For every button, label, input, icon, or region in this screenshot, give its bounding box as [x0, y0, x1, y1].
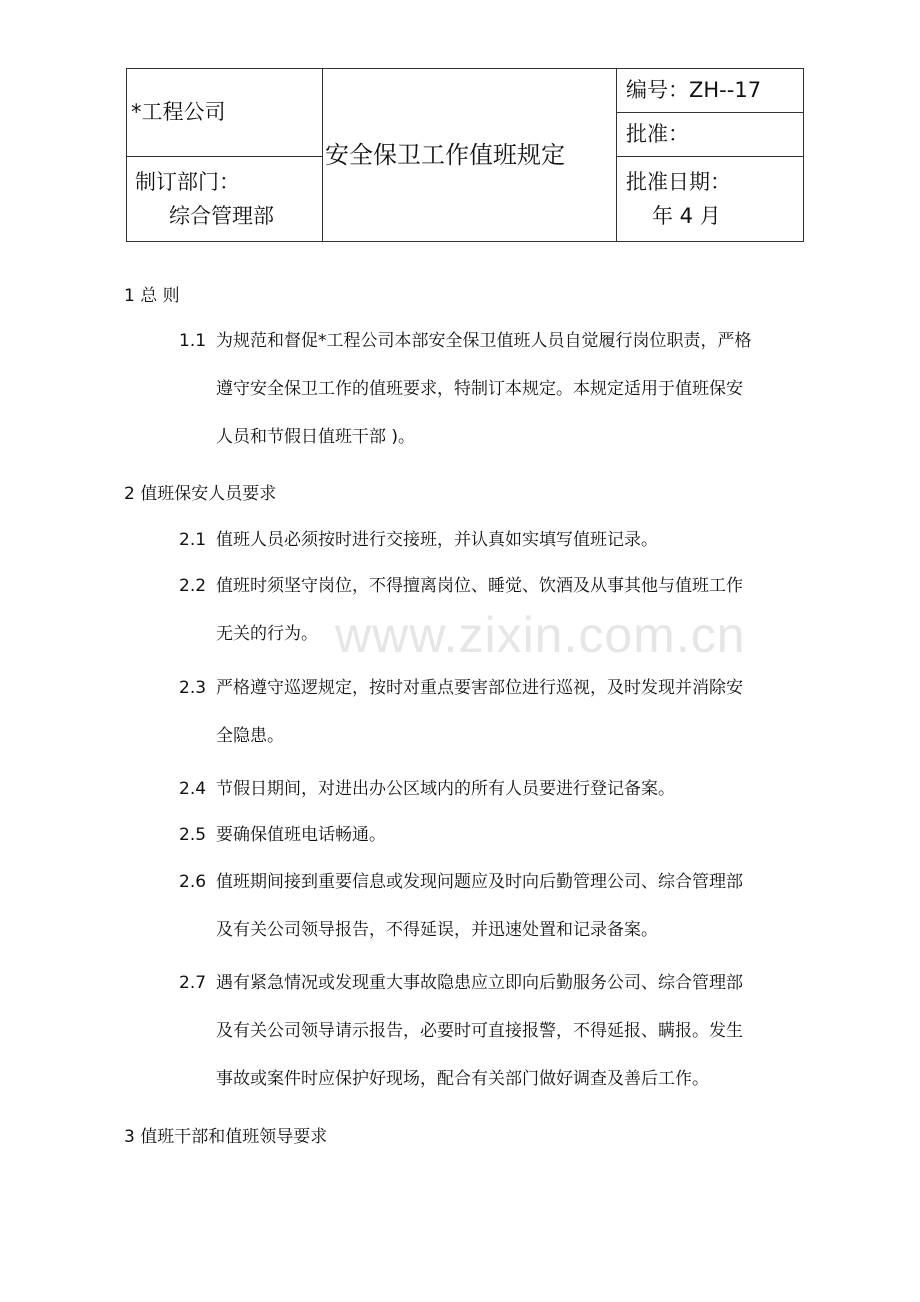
clause-number: 2.6: [179, 872, 207, 892]
clause-2-3: [179, 676, 804, 760]
clause-number: 2.5: [179, 825, 207, 845]
clause-line: 值班人员必须按时进行交接班，并认真如实填写值班记录。: [216, 530, 658, 550]
clause-text: [216, 959, 804, 1103]
clause-line: 事故或案件时应保护好现场，配合有关部门做好调查及善后工作。: [216, 1069, 709, 1089]
clause-number: 2.2: [179, 576, 207, 596]
clause-number: 1.1: [179, 331, 207, 351]
clause-line: 为规范和督促*工程公司本部安全保卫值班人员自觉履行岗位职责，严格: [216, 331, 752, 351]
clause-2-6: [179, 870, 804, 954]
clause-2-1: [179, 528, 804, 552]
clause-text: [216, 664, 804, 760]
clause-line: 遇有紧急情况或发现重大事故隐患应立即向后勤服务公司、综合管理部: [216, 973, 743, 993]
section-heading: 2 值班保安人员要求: [124, 484, 277, 504]
company-name: *工程公司: [127, 69, 323, 157]
clause-2-5: [179, 823, 804, 847]
document-title: 安全保卫工作值班规定: [323, 69, 617, 242]
section-heading: 3 值班干部和值班领导要求: [124, 1127, 328, 1147]
approve-date-value: 年 4 月: [652, 204, 721, 228]
clause-number: 2.7: [179, 973, 207, 993]
clause-2-4: [179, 777, 804, 801]
clause-number: 2.4: [179, 779, 207, 799]
clause-number: 2.3: [179, 678, 207, 698]
approve-date-cell: [617, 157, 804, 242]
document-number: 编号：ZH--17: [617, 69, 804, 113]
clause-2-2: [179, 574, 804, 658]
department-name: 综合管理部: [169, 204, 274, 228]
clause-line: 人员和节假日值班干部 )。: [216, 427, 416, 447]
department-cell: [127, 157, 323, 242]
clause-text: [216, 858, 804, 954]
clause-text: [216, 562, 804, 658]
approve-date-label: 批准日期：: [626, 169, 731, 194]
header-table: [126, 68, 804, 242]
clause-text: [216, 317, 804, 461]
clause-line: 值班时须坚守岗位，不得擅离岗位、睡觉、饮酒及从事其他与值班工作: [216, 576, 743, 596]
clause-line: 要确保值班电话畅通。: [216, 825, 386, 845]
clause-2-7: [179, 971, 804, 1103]
clause-number: 2.1: [179, 530, 207, 550]
clause-line: 及有关公司领导请示报告，必要时可直接报警，不得延报、瞒报。发生: [216, 1021, 743, 1041]
clause-text: [216, 777, 804, 801]
clause-line: 全隐患。: [216, 726, 284, 746]
department-label: 制订部门：: [135, 169, 240, 194]
clause-line: 无关的行为。: [216, 624, 318, 644]
clause-line: 节假日期间，对进出办公区域内的所有人员要进行登记备案。: [216, 779, 675, 799]
clause-line: 值班期间接到重要信息或发现问题应及时向后勤管理公司、综合管理部: [216, 872, 743, 892]
clause-text: [216, 528, 804, 552]
approve-field: 批准：: [617, 113, 804, 157]
clause-text: [216, 823, 804, 847]
clause-line: 严格遵守巡逻规定，按时对重点要害部位进行巡视，及时发现并消除安: [216, 678, 743, 698]
clause-line: 及有关公司领导报告，不得延误，并迅速处置和记录备案。: [216, 920, 658, 940]
clause-1-1: [179, 329, 804, 461]
clause-line: 遵守安全保卫工作的值班要求，特制订本规定。本规定适用于值班保安: [216, 379, 743, 399]
watermark: www.zixin.com.cn: [335, 607, 746, 663]
section-heading: 1 总 则: [124, 286, 180, 306]
